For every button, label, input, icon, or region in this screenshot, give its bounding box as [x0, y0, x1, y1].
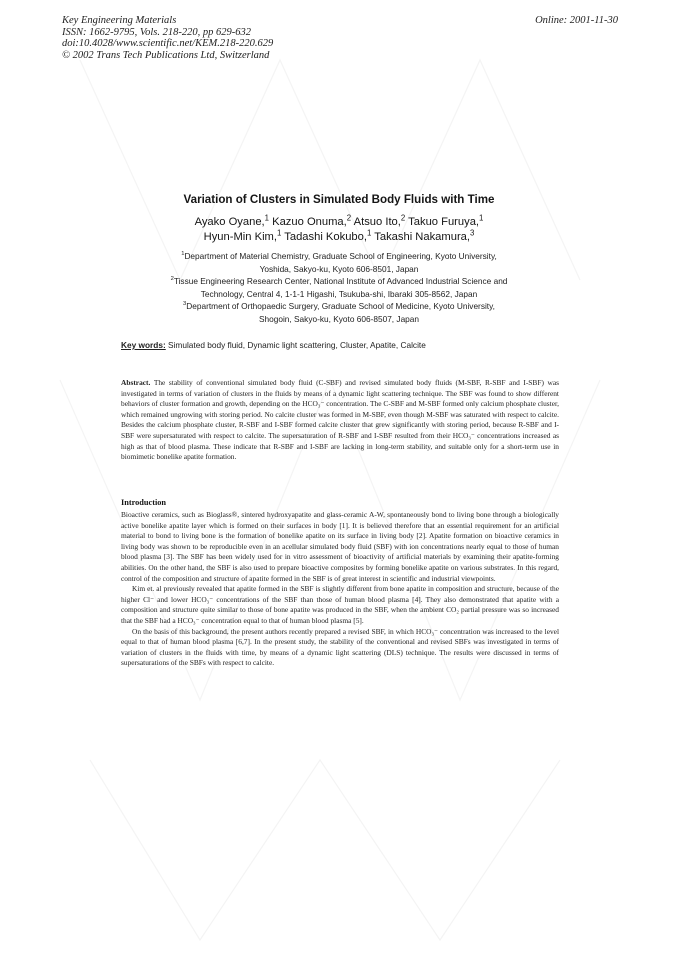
author: Hyun-Min Kim,$^1$	[203, 228, 282, 243]
author: Kazuo Onuma,$^2$	[272, 213, 352, 228]
issn-line: ISSN: 1662-9795, Vols. 218-220, pp 629-632	[62, 26, 251, 38]
journal-name: Key Engineering Materials	[62, 15, 177, 26]
abstract-label: Abstract.	[121, 378, 151, 387]
author: Takuo Furuya,$^1$	[408, 213, 484, 228]
copyright-line: © 2002 Trans Tech Publications Ltd, Switzerland	[62, 49, 270, 61]
affiliations	[0, 250, 678, 326]
author-line	[0, 215, 678, 230]
online-date: Online: 2001-11-30	[535, 15, 618, 26]
paragraph: On the basis of this background, the present authors recently prepared a revised SBF, in which HCO₃⁻ concentration was increased to the level equal to that of human blood plasma [6,7]. In the present study, the stability of the conventional and revised SBFs was investigated in terms of variation of clusters in the fluids with time, by means of a dynamic light scattering (DLS) technique. The results were discussed in terms of supersaturations of the SBFs with respect to calcite.	[121, 626, 559, 668]
author-list	[0, 215, 678, 245]
author: Tadashi Kokubo,$^1$	[284, 228, 372, 243]
author: Takashi Nakamura,$^3$	[374, 228, 475, 243]
author: Atsuo Ito,$^2$	[353, 213, 406, 228]
affiliation-line: Yoshida, Sakyo-ku, Kyoto 606-8501, Japan	[259, 263, 419, 274]
introduction-body	[121, 510, 559, 669]
doi-line: doi:10.4028/www.scientific.net/KEM.218-220.629	[62, 38, 274, 50]
keywords	[121, 340, 581, 350]
affiliation-line: Shogoin, Sakyo-ku, Kyoto 606-8507, Japan	[258, 313, 420, 324]
author-line	[0, 230, 678, 245]
paragraph: Bioactive ceramics, such as Bioglass®, sintered hydroxyapatite and glass-ceramic A-W, spontaneously bond to living bone through a biologically active bonelike apatite layer which is formed on their surfaces in body [1]. It is believed therefore that an essential requirement for an artificial material to bond to living bone is the formation of bonelike apatite on its surface in living body [2]. Apatite formation on bioactive ceramics in living body was shown to be reproducible even in an acellular simulated body fluid (SBF) with ion concentrations nearly equal to those of human blood plasma [3]. The SBF has been widely used for in vitro assessment of bioactivity of artificial materials by examining their apatite-forming abilities. On the other hand, the SBF is also used to prepare bioactive composites by forming bonelike apatite on various substrates. In this regard, control of the composition and structure of apatite formed in the SBF is of great interest in scientific and industrial viewpoints.	[121, 510, 559, 583]
affiliation-line: $^1$Department of Material Chemistry, Graduate School of Engineering, Kyoto University,	[181, 251, 497, 261]
abstract	[121, 378, 559, 463]
section-heading: Introduction	[121, 498, 167, 507]
paper-title: Variation of Clusters in Simulated Body Fluids with Time	[183, 193, 495, 206]
paragraph: Kim et. al previously revealed that apatite formed in the SBF is slightly different from bone apatite in composition and structure, because of the higher Cl⁻ and lower HCO₃⁻ concentrations of the SBF than those of human blood plasma [4]. They also demonstrated that apatite with a composition and structure quite similar to those of bone apatite was produced in the SBF, when the ambient CO₂ partial pressure was so increased that the SBF had a HCO₃⁻ concentration equal to that of human blood plasma [5].	[121, 584, 559, 625]
abstract-text: The stability of conventional simulated body fluid (C-SBF) and revised simulated body fluids (M-SBF, R-SBF and I-SBF) was investigated in terms of variation of clusters in the fluids by means of a dynamic light scattering technique. The SBF was found to show different behaviors of cluster formation and growth, depending on the HCO₃⁻ concentration. The C-SBF and M-SBF formed only calcium phosphate cluster, which remained ungrowing with storing period. No calcite cluster was formed in M-SBF, even though M-SBF was saturated with respect to calcite. Besides the calcium phosphate cluster, R-SBF and I-SBF formed calcite cluster that grew significantly with storing period, because R-SBF and I-SBF were supersaturated with respect to calcite. The supersaturation of R-SBF and I-SBF resulted from their HCO₃⁻ concentrations increased as high as that of blood plasma. These indicate that R-SBF and I-SBF are lacking in long-term stability, and suitable only for a short-term use in biomimetic bonelike apatite formation.	[121, 378, 559, 462]
keywords-label: Key words:	[121, 340, 166, 350]
keywords-text: Simulated body fluid, Dynamic light scattering, Cluster, Apatite, Calcite	[168, 340, 426, 350]
author: Ayako Oyane,$^1$	[194, 213, 270, 228]
affiliation-line: Technology, Central 4, 1-1-1 Higashi, Tsukuba-shi, Ibaraki 305-8562, Japan	[200, 288, 478, 299]
affiliation-line: $^3$Department of Orthopaedic Surgery, Graduate School of Medicine, Kyoto University,	[183, 301, 495, 312]
journal-header	[62, 15, 618, 61]
affiliation-line: $^2$Tissue Engineering Research Center, National Institute of Advanced Industrial Science and	[170, 276, 508, 287]
